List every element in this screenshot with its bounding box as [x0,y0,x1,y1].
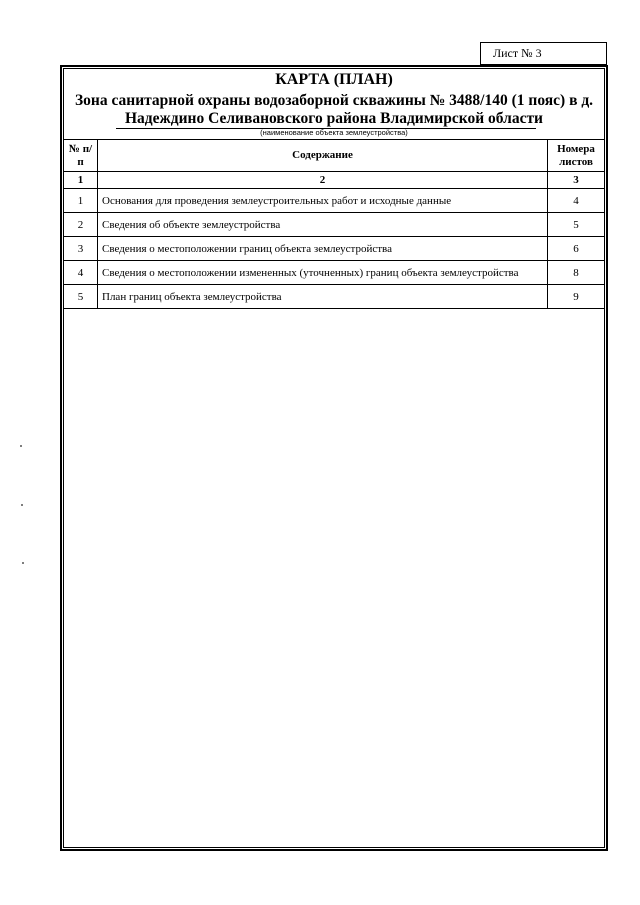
sheet-number-label: Лист № 3 [493,46,542,60]
row-number: 1 [64,189,98,213]
row-sheets: 6 [548,237,605,261]
table-row [64,285,605,309]
row-sheets: 9 [548,285,605,309]
scan-mark [22,562,24,564]
table-row [64,237,605,261]
row-sheets: 5 [548,213,605,237]
scan-mark [21,504,23,506]
header-sheets: Номера листов [548,140,605,172]
column-number-1: 1 [64,172,98,189]
table-row [64,189,605,213]
scan-mark [20,445,22,447]
document-title: КАРТА (ПЛАН) [275,71,393,88]
header-content: Содержание [98,140,548,172]
object-caption: (наименование объекта землеустройства) [260,128,408,137]
row-number: 2 [64,213,98,237]
row-sheets: 4 [548,189,605,213]
subtitle-line-2: Надеждино Селивановского района Владимирской области [124,110,543,127]
column-number-2: 2 [98,172,548,189]
header-number: № п/п [64,140,98,172]
row-sheets: 8 [548,261,605,285]
row-content: Основания для проведения землеустроительных работ и исходные данные [98,189,548,213]
table-row [64,261,605,285]
column-number-3: 3 [548,172,605,189]
row-number: 4 [64,261,98,285]
document-subtitle [63,92,605,128]
row-content: Сведения о местоположении границ объекта землеустройства [98,237,548,261]
sheet-number-box [480,42,607,65]
column-number-row [64,172,605,189]
row-content: Сведения о местоположении измененных (уточненных) границ объекта землеустройства [98,261,548,285]
table-header-row [64,140,605,172]
table-row [64,213,605,237]
contents-table [63,139,605,309]
row-number: 5 [64,285,98,309]
subtitle-line-1: Зона санитарной охраны водозаборной скважины № 3488/140 (1 пояс) в д. [74,92,594,109]
row-number: 3 [64,237,98,261]
row-content: Сведения об объекте землеустройства [98,213,548,237]
row-content: План границ объекта землеустройства [98,285,548,309]
